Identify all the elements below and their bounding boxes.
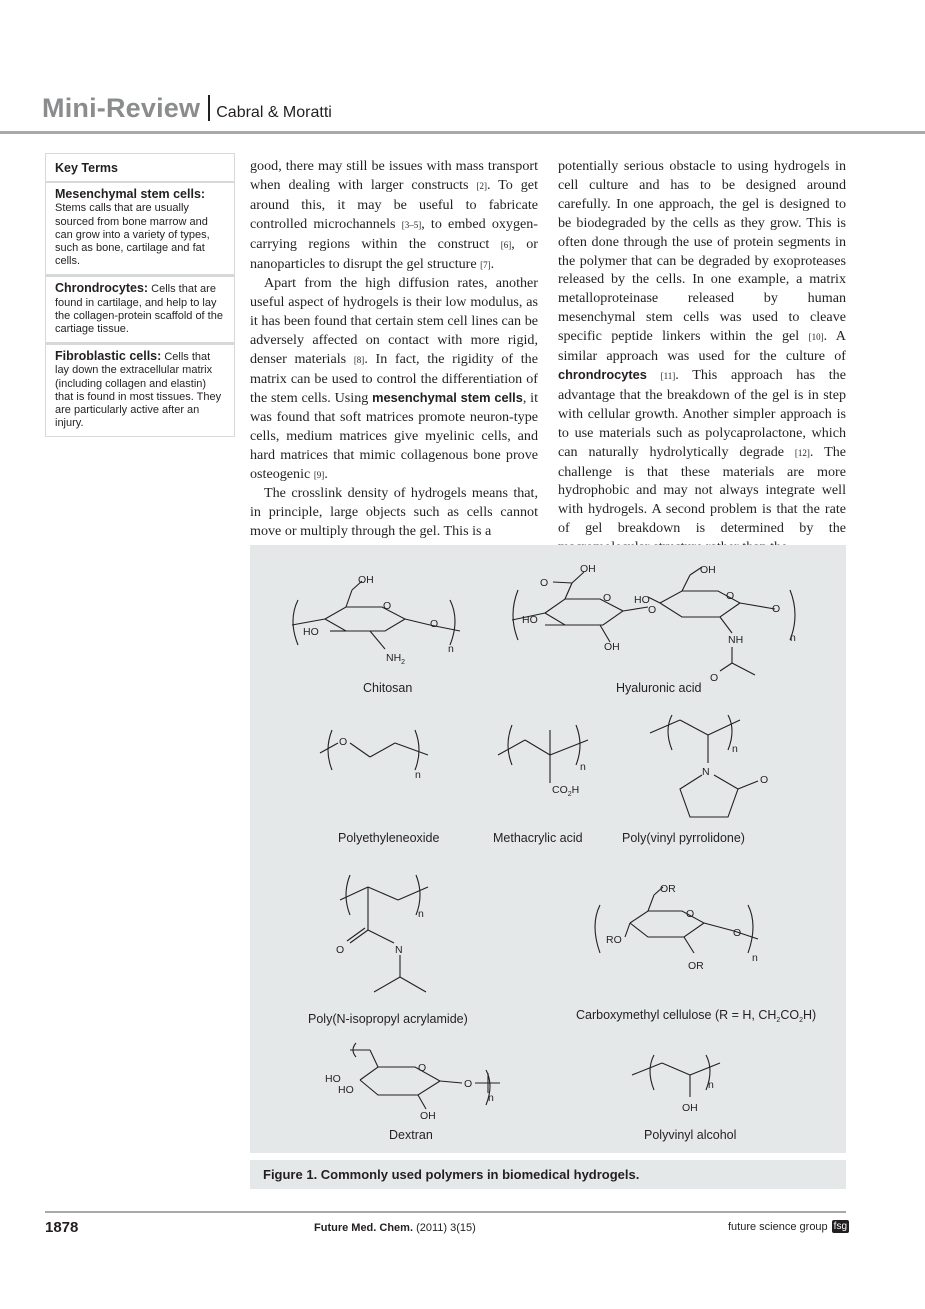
section-label: Mini-Review	[42, 93, 201, 123]
atom-label: OH	[700, 564, 716, 576]
hyaluronic-acid-label: Hyaluronic acid	[616, 681, 702, 695]
atom-label: O	[733, 927, 742, 939]
citation: [7]	[480, 259, 491, 270]
atom-label: NH	[728, 634, 744, 646]
key-term-definition: Stems calls that are usually sourced from bone marrow and can grow into a variety of types, such as bone, cartilage and fat cells.	[55, 202, 210, 268]
atom-label: HO	[522, 614, 538, 626]
atom-label: n	[752, 952, 758, 964]
methacrylic-acid-label: Methacrylic acid	[493, 831, 583, 845]
key-term-ref: mesenchymal stem cells	[372, 389, 523, 405]
citation: [8]	[353, 355, 365, 366]
atom-label: O	[430, 618, 439, 630]
figure-caption: Figure 1. Commonly used polymers in biomedical hydrogels.	[250, 1160, 846, 1189]
atom-label: HO	[325, 1073, 341, 1085]
key-term-definition: Cells that are found in cartilage, and help to lay the collagen-protein scaffold of the cartiage tissue.	[55, 283, 223, 336]
paragraph: good, there may still be issues with mass transport when dealing with larger constructs [2]. To get around this, it may be useful to fabricate controlled microchannels [3–5], to embed oxygen-carrying regions within the construct [6], or nanoparticles to disrupt the gel structure [7].	[250, 158, 538, 272]
atom-label: n	[732, 743, 738, 755]
key-term	[45, 343, 235, 437]
citation: [12]	[794, 447, 810, 458]
atom-label: OH	[358, 574, 374, 586]
footer-rule	[45, 1211, 846, 1213]
atom-label: n	[488, 1092, 494, 1104]
polymer-structures	[250, 545, 846, 1153]
key-terms-title: Key Terms	[45, 153, 235, 181]
atom-label: O	[603, 592, 612, 604]
atom-label: $CO_2H$	[552, 784, 580, 798]
citation: [6]	[500, 239, 512, 250]
journal-citation	[314, 1222, 476, 1234]
key-term-ref: chrondrocytes	[558, 366, 647, 382]
cmc-label: Carboxymethyl cellulose (R = H, $CH_2CO_2H$)	[576, 1008, 817, 1024]
running-header	[42, 93, 332, 124]
citation: [2]	[476, 180, 487, 191]
header-rule	[0, 131, 925, 134]
header-divider	[208, 95, 210, 121]
citation: [3–5]	[401, 219, 422, 230]
atom-label: OH	[682, 1102, 698, 1114]
citation: [11]	[660, 370, 676, 381]
body-column-2	[558, 157, 846, 557]
dextran-label: Dextran	[389, 1128, 433, 1142]
atom-label: O	[336, 944, 345, 956]
publisher	[728, 1220, 849, 1233]
key-term	[45, 181, 235, 275]
citation-info: (2011) 3(15)	[416, 1222, 476, 1234]
chitosan-label: Chitosan	[363, 681, 413, 695]
atom-label: n	[580, 761, 586, 773]
key-term-definition: Cells that lay down the extracellular matrix (including collagen and elastin) that is found in most tissues. They are particularly active after an injury.	[55, 351, 222, 430]
atom-label: O	[418, 1062, 427, 1074]
atom-label: O	[710, 672, 719, 684]
atom-label: OR	[688, 960, 704, 972]
atom-label: O	[726, 590, 735, 602]
citation: [9]	[313, 469, 325, 480]
paragraph: Apart from the high diffusion rates, another useful aspect of hydrogels is their low modulus, as it has been found that certain stem cell lines can be adversely affected on contact with more rigid, denser materials [8]. In fact, the rigidity of the matrix can be used to control the differentiation of the stem cells. Using mesenchymal stem cells, it was found that soft matrices promote neuron-type cells, medium matrices give myelinic cells, and hard matrices that mimic collagenous bone prove osteogenic [9].	[250, 275, 538, 482]
pva-label: Polyvinyl alcohol	[644, 1128, 737, 1142]
pnipam-structure	[308, 875, 468, 1026]
chitosan-structure	[292, 574, 460, 695]
journal-name: Future Med. Chem.	[314, 1222, 414, 1234]
fsg-logo: fsg	[833, 1221, 848, 1232]
atom-label: OR	[660, 883, 676, 895]
atom-label: OH	[580, 563, 596, 575]
figure-1	[250, 545, 846, 1153]
atom-label: N	[702, 766, 710, 778]
atom-label: $NH_2$	[386, 652, 406, 666]
polyethyleneoxide-structure	[320, 730, 440, 845]
hyaluronic-acid-structure	[512, 563, 796, 695]
pva-structure	[632, 1055, 736, 1142]
atom-label: RO	[606, 934, 622, 946]
dextran-structure	[325, 1043, 500, 1142]
atom-label: N	[395, 944, 403, 956]
publisher-name: future science group	[728, 1221, 828, 1233]
polyethyleneoxide-label: Polyethyleneoxide	[338, 831, 440, 845]
atom-label: O	[772, 603, 781, 615]
paragraph: potentially serious obstacle to using hydrogels in cell culture and has to be designed around carefully. In one approach, the gel is designed to be biodegraded by the cells as they grow. This is often done through the use of protein segments in the polymer that can be degraded by exoproteases released by the cells. In one example, a matrix metalloproteinase released by human mesenchymal stem cells was used to cleave specific peptide linkers within the gel [10]. A similar approach was used for the culture of chrondrocytes [11]. This approach has the advantage that the breakdown of the gel is in step with cellular growth. Another simpler approach is to use materials such as polycaprolactone, which can naturally hydrolytically degrade [12]. The challenge is that these materials are more hydrophobic and may not always integrate well with hydrogels. A second problem is that the rate of gel breakdown is determined by the	[558, 158, 846, 537]
paragraph: The crosslink density of hydrogels means that, in principle, large objects such as cells cannot move or multiply through the gel. This is a	[250, 485, 538, 540]
methacrylic-acid-structure	[493, 725, 588, 845]
pvp-structure	[622, 715, 768, 845]
atom-label: O	[464, 1078, 473, 1090]
atom-label: O	[540, 577, 549, 589]
atom-label: HO	[634, 594, 650, 606]
body-column-1	[250, 157, 538, 541]
atom-label: n	[448, 643, 454, 655]
key-term-name: Fibroblastic cells:	[55, 349, 162, 364]
atom-label: n	[415, 769, 421, 781]
atom-label: O	[339, 736, 348, 748]
atom-label: n	[708, 1079, 714, 1091]
atom-label: O	[383, 600, 392, 612]
atom-label: n	[418, 908, 424, 920]
page-number: 1878	[45, 1219, 79, 1236]
header-authors: Cabral & Moratti	[216, 104, 332, 121]
pnipam-label: Poly(N-isopropyl acrylamide)	[308, 1012, 468, 1026]
key-term	[45, 275, 235, 343]
pvp-label: Poly(vinyl pyrrolidone)	[622, 831, 745, 845]
atom-label: O	[686, 908, 695, 920]
atom-label: O	[648, 604, 657, 616]
atom-label: HO	[303, 626, 319, 638]
atom-label: O	[760, 774, 769, 786]
atom-label: HO	[338, 1084, 354, 1096]
atom-label: OH	[420, 1110, 436, 1122]
key-term-name: Mesenchymal stem cells:	[55, 187, 206, 202]
key-terms-box	[45, 153, 235, 437]
citation: [10]	[808, 332, 824, 343]
atom-label: OH	[604, 641, 620, 653]
atom-label: n	[790, 632, 796, 644]
cmc-structure	[576, 883, 816, 1024]
key-term-name: Chrondrocytes:	[55, 281, 149, 296]
